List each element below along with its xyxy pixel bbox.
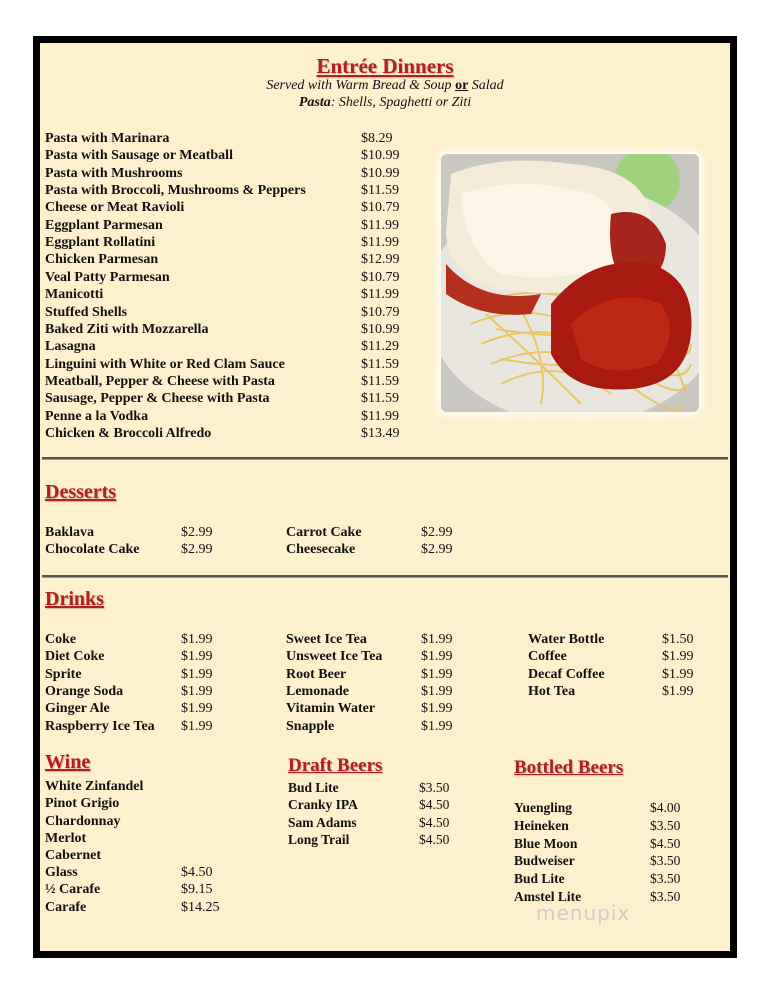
entree-subtitle xyxy=(40,78,730,94)
menu-item-price: $4.50 xyxy=(419,814,450,830)
menu-item-name: Cranky IPA xyxy=(288,797,358,813)
subtitle-text-a: Served with Warm Bread & Soup xyxy=(266,78,456,93)
menu-item-name: Linguini with White or Red Clam Sauce xyxy=(45,356,285,372)
menu-item-name: Eggplant Rollatini xyxy=(45,235,156,251)
menu-item-name: Raspberry Ice Tea xyxy=(45,718,155,734)
menu-item-name: Heineken xyxy=(514,817,569,833)
menu-item-price: $3.50 xyxy=(650,889,681,904)
menu-item-name: Chicken & Broccoli Alfredo xyxy=(45,425,212,441)
menu-item-price: $1.99 xyxy=(181,718,213,734)
menu-item-price: $10.99 xyxy=(361,148,400,164)
menu-item-price: $3.50 xyxy=(650,817,681,833)
menu-item-price: $11.59 xyxy=(361,373,399,389)
menu-item-price: $1.99 xyxy=(421,701,453,717)
menu-item-name: Unsweet Ice Tea xyxy=(286,649,383,665)
menu-item-price: $14.25 xyxy=(181,899,220,915)
menu-item-name: Decaf Coffee xyxy=(528,666,605,682)
menu-item-name: Snapple xyxy=(286,718,335,734)
menu-item-price: $2.99 xyxy=(181,525,213,540)
menu-item-price: $1.99 xyxy=(662,683,694,699)
menu-item-name: Penne a la Vodka xyxy=(45,408,149,424)
menu-item-name: Pasta with Broccoli, Mushrooms & Peppers xyxy=(45,183,306,199)
menu-item-name: Sweet Ice Tea xyxy=(286,632,367,647)
menu-item-price: $1.99 xyxy=(421,718,453,734)
menu-item-name: Baklava xyxy=(45,525,95,540)
menu-item-price: $10.79 xyxy=(361,200,400,216)
menu-item-price: $13.49 xyxy=(361,425,400,441)
desserts-title: Desserts xyxy=(45,481,117,503)
menu-item-price: $2.99 xyxy=(421,525,453,540)
draft-beers-title: Draft Beers xyxy=(288,755,383,776)
menu-item-price: $9.15 xyxy=(181,882,213,898)
menu-item-name: Glass xyxy=(45,865,78,880)
divider-1 xyxy=(42,457,728,460)
menu-item-price: $1.99 xyxy=(181,649,213,665)
menu-item-name: Sausage, Pepper & Cheese with Pasta xyxy=(45,391,270,407)
menu-item-name: Pasta with Mushrooms xyxy=(45,165,183,181)
divider-2 xyxy=(42,575,728,578)
menu-item-name: Chocolate Cake xyxy=(45,542,140,557)
wine-type: Cabernet xyxy=(45,848,101,864)
menu-item-name: Orange Soda xyxy=(45,683,124,699)
menu-item-name: Budweiser xyxy=(514,853,575,869)
menu-item-name: Hot Tea xyxy=(528,683,576,699)
menu-item-price: $3.50 xyxy=(650,853,681,869)
menu-item-name: Lasagna xyxy=(45,339,96,355)
menu-item-price: $11.99 xyxy=(361,235,399,251)
menu-item-name: Carrot Cake xyxy=(286,525,362,540)
menu-item-price: $11.99 xyxy=(361,408,399,424)
pasta-text: : Shells, Spaghetti or Ziti xyxy=(330,95,472,110)
menu-frame xyxy=(33,36,737,958)
menu-item-name: Yuengling xyxy=(514,800,573,815)
wine-type: Chardonnay xyxy=(45,813,121,829)
menu-item-name: Chicken Parmesan xyxy=(45,252,159,268)
menu-item-name: Meatball, Pepper & Cheese with Pasta xyxy=(45,373,275,389)
menu-item-price: $1.99 xyxy=(181,666,213,682)
subtitle-text-b: Salad xyxy=(468,78,504,93)
chicken-parmesan-image xyxy=(441,154,699,412)
menu-item-price: $10.79 xyxy=(361,269,400,285)
wine-type: White Zinfandel xyxy=(45,779,144,794)
menu-item-price: $11.59 xyxy=(361,356,399,372)
menu-item-name: Blue Moon xyxy=(514,835,578,851)
menu-item-price: $4.50 xyxy=(419,797,450,813)
watermark: menupix xyxy=(536,901,631,925)
menu-item-price: $3.50 xyxy=(650,871,681,887)
menu-item-price: $8.29 xyxy=(361,131,393,146)
entree-title: Entrée Dinners xyxy=(316,54,454,78)
menu-item-name: Coffee xyxy=(528,649,567,665)
menu-page xyxy=(40,43,730,951)
menu-item-name: Stuffed Shells xyxy=(45,304,128,320)
menu-item-name: Baked Ziti with Mozzarella xyxy=(45,321,209,337)
menu-item-name: Sprite xyxy=(45,666,82,682)
menu-item-name: Veal Patty Parmesan xyxy=(45,269,170,285)
menu-item-name: Sam Adams xyxy=(288,814,357,830)
menu-item-name: Coke xyxy=(45,632,77,647)
menu-item-price: $4.00 xyxy=(650,800,681,815)
wine-type: Pinot Grigio xyxy=(45,796,120,812)
menu-item-price: $1.99 xyxy=(181,701,213,717)
pasta-note xyxy=(40,95,730,111)
menu-item-name: Water Bottle xyxy=(528,632,605,647)
menu-item-price: $11.59 xyxy=(361,391,399,407)
subtitle-or: or xyxy=(455,78,469,93)
menu-item-price: $12.99 xyxy=(361,252,400,268)
menu-item-price: $10.79 xyxy=(361,304,400,320)
menu-item-price: $4.50 xyxy=(181,865,213,880)
menu-item-price: $4.50 xyxy=(650,835,681,851)
menu-item-name: Eggplant Parmesan xyxy=(45,217,163,233)
menu-item-name: Manicotti xyxy=(45,287,104,303)
menu-item-price: $1.99 xyxy=(421,632,453,647)
menu-item-price: $2.99 xyxy=(421,542,453,557)
menu-item-price: $1.99 xyxy=(181,683,213,699)
drinks-title: Drinks xyxy=(45,588,104,610)
menu-item-price: $10.99 xyxy=(361,165,400,181)
pasta-label: Pasta xyxy=(298,95,331,110)
menu-item-price: $10.99 xyxy=(361,321,400,337)
food-photo xyxy=(441,154,699,412)
menu-item-price: $4.50 xyxy=(419,831,450,847)
menu-item-name: Lemonade xyxy=(286,683,349,699)
menu-item-name: Pasta with Marinara xyxy=(45,131,170,146)
menu-item-price: $11.59 xyxy=(361,183,399,199)
wine-type: Merlot xyxy=(45,830,87,846)
menu-item-price: $3.50 xyxy=(419,780,450,795)
menu-item-name: Cheesecake xyxy=(286,542,356,557)
menu-item-name: Carafe xyxy=(45,899,87,915)
menu-item-price: $11.99 xyxy=(361,287,399,303)
menu-item-price: $1.99 xyxy=(662,666,694,682)
menu-item-price: $1.99 xyxy=(421,649,453,665)
menu-item-name: Bud Lite xyxy=(288,780,339,795)
menu-item-name: Root Beer xyxy=(286,666,347,682)
menu-item-price: $11.99 xyxy=(361,217,399,233)
menu-item-price: $1.50 xyxy=(662,632,694,647)
menu-item-name: Vitamin Water xyxy=(286,701,376,717)
menu-item-price: $2.99 xyxy=(181,542,213,557)
wine-title: Wine xyxy=(45,751,91,773)
menu-item-price: $11.29 xyxy=(361,339,399,355)
menu-item-price: $1.99 xyxy=(421,666,453,682)
menu-item-name: Ginger Ale xyxy=(45,701,110,717)
menu-item-price: $1.99 xyxy=(181,632,213,647)
menu-item-name: Amstel Lite xyxy=(514,889,582,904)
bottled-beers-title: Bottled Beers xyxy=(514,757,624,778)
menu-item-name: Bud Lite xyxy=(514,871,565,887)
menu-item-name: ½ Carafe xyxy=(45,882,101,898)
menu-item-name: Pasta with Sausage or Meatball xyxy=(45,148,233,164)
menu-item-name: Cheese or Meat Ravioli xyxy=(45,200,185,216)
menu-item-name: Diet Coke xyxy=(45,649,105,665)
menu-item-price: $1.99 xyxy=(421,683,453,699)
menu-item-price: $1.99 xyxy=(662,649,694,665)
menu-item-name: Long Trail xyxy=(288,831,350,847)
